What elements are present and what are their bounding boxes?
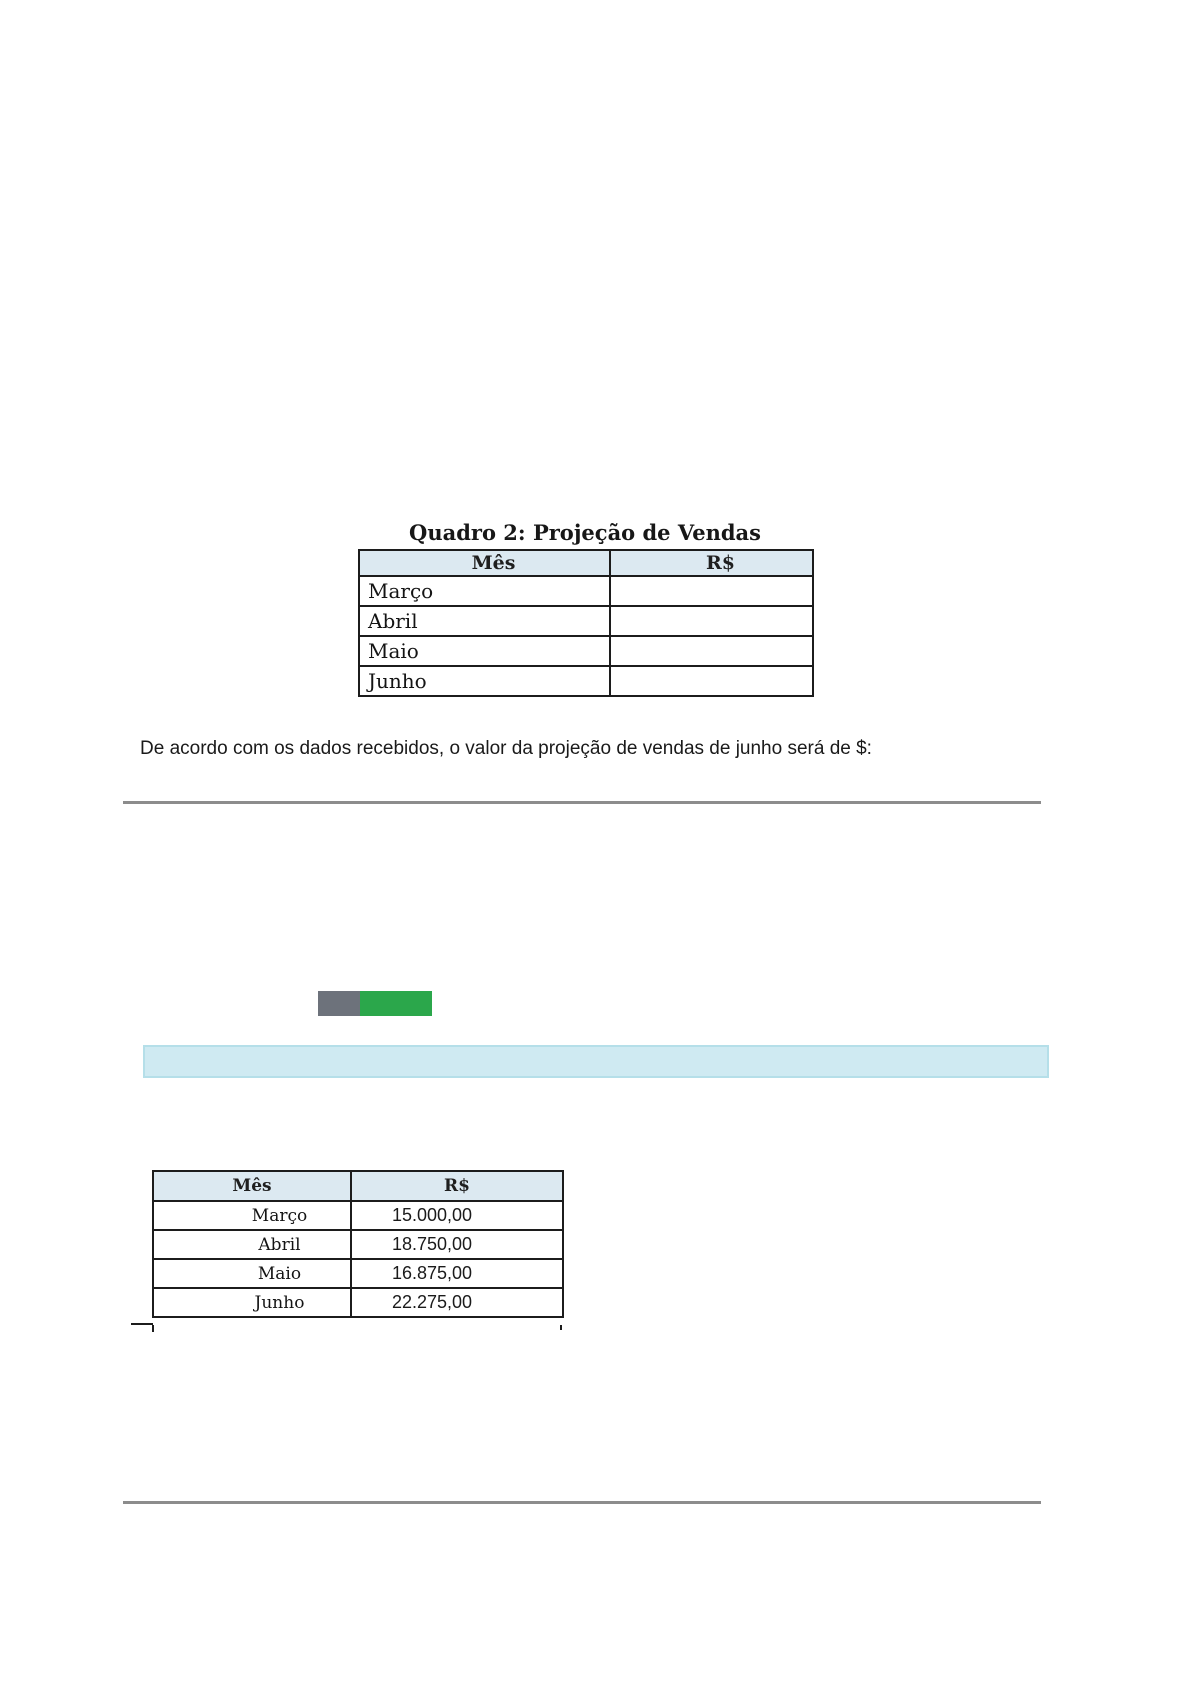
cell-value-empty [610, 606, 813, 636]
cell-month: Junho [359, 666, 610, 696]
table-caption: Quadro 2: Projeção de Vendas [409, 520, 761, 545]
cell-value-empty [610, 576, 813, 606]
projection-table [358, 549, 814, 697]
horizontal-rule [123, 1501, 1041, 1504]
table-row [153, 1288, 563, 1317]
header-mes: Mês [153, 1171, 351, 1201]
header-rs: R$ [610, 550, 813, 576]
cell-value-empty [610, 636, 813, 666]
horizontal-rule [123, 801, 1041, 804]
cell-month: Abril [359, 606, 610, 636]
table-row [359, 606, 813, 636]
table-row [359, 636, 813, 666]
table-border-artifact [560, 1325, 562, 1330]
cell-month: Maio [359, 636, 610, 666]
cell-month: Maio [153, 1259, 351, 1288]
table-row [153, 1259, 563, 1288]
cell-value: 15.000,00 [351, 1201, 563, 1230]
table-row [153, 1230, 563, 1259]
table-row [359, 576, 813, 606]
cell-value: 22.275,00 [351, 1288, 563, 1317]
table-border-artifact [131, 1323, 153, 1325]
cell-value-empty [610, 666, 813, 696]
cell-month: Junho [153, 1288, 351, 1317]
progress-segment-green [360, 991, 432, 1016]
answer-table [152, 1170, 564, 1318]
cell-value: 18.750,00 [351, 1230, 563, 1259]
question-text: De acordo com os dados recebidos, o valor da projeção de vendas de junho será de $: [140, 738, 872, 759]
header-mes: Mês [359, 550, 610, 576]
table-header-row [153, 1171, 563, 1201]
cell-month: Março [153, 1201, 351, 1230]
header-rs: R$ [351, 1171, 563, 1201]
progress-segment-gray [318, 991, 360, 1016]
cell-value: 16.875,00 [351, 1259, 563, 1288]
highlight-bar [143, 1045, 1049, 1078]
table-header-row [359, 550, 813, 576]
cell-month: Abril [153, 1230, 351, 1259]
table-row [359, 666, 813, 696]
table-border-artifact [152, 1325, 154, 1332]
cell-month: Março [359, 576, 610, 606]
table-row [153, 1201, 563, 1230]
